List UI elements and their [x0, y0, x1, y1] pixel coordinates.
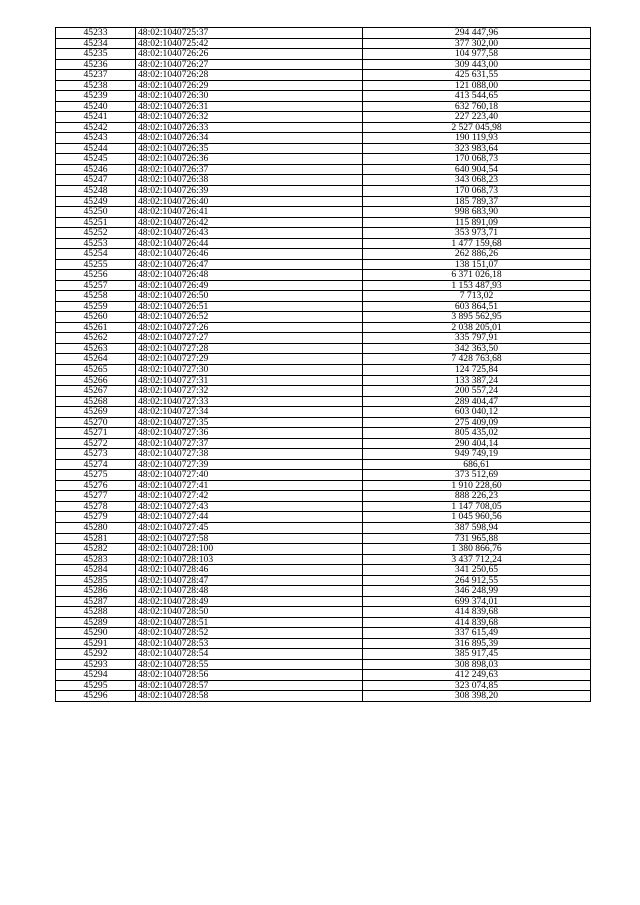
row-number-cell: 45295 [56, 680, 136, 691]
cadastral-number-cell: 48:02:1040727:34 [136, 407, 363, 418]
value-cell: 699 374,01 [363, 596, 591, 607]
table-row [56, 49, 591, 60]
value-cell: 309 443,00 [363, 59, 591, 70]
row-number-cell: 45275 [56, 470, 136, 481]
cadastral-number-cell: 48:02:1040728:54 [136, 649, 363, 660]
table-row [56, 565, 591, 576]
table-row [56, 270, 591, 281]
value-cell: 308 898,03 [363, 659, 591, 670]
cadastral-number-cell: 48:02:1040728:58 [136, 691, 363, 702]
table-row [56, 217, 591, 228]
row-number-cell: 45265 [56, 365, 136, 376]
value-cell: 337 615,49 [363, 628, 591, 639]
cadastral-number-cell: 48:02:1040727:31 [136, 375, 363, 386]
row-number-cell: 45281 [56, 533, 136, 544]
row-number-cell: 45258 [56, 291, 136, 302]
value-cell: 414 839,68 [363, 607, 591, 618]
table-row [56, 680, 591, 691]
value-cell: 170 068,73 [363, 154, 591, 165]
value-cell: 3 437 712,24 [363, 554, 591, 565]
cadastral-number-cell: 48:02:1040725:37 [136, 28, 363, 39]
table-row [56, 91, 591, 102]
cadastral-number-cell: 48:02:1040728:55 [136, 659, 363, 670]
value-cell: 335 797,91 [363, 333, 591, 344]
row-number-cell: 45267 [56, 386, 136, 397]
table-row [56, 196, 591, 207]
value-cell: 413 544,65 [363, 91, 591, 102]
cadastral-value-table [55, 27, 591, 702]
cadastral-number-cell: 48:02:1040728:51 [136, 617, 363, 628]
value-cell: 262 886,26 [363, 249, 591, 260]
cadastral-number-cell: 48:02:1040727:28 [136, 343, 363, 354]
value-cell: 323 983,64 [363, 143, 591, 154]
cadastral-number-cell: 48:02:1040727:45 [136, 522, 363, 533]
row-number-cell: 45292 [56, 649, 136, 660]
row-number-cell: 45271 [56, 428, 136, 439]
table-row [56, 554, 591, 565]
table-row [56, 164, 591, 175]
table-row [56, 333, 591, 344]
value-cell: 1 380 866,76 [363, 544, 591, 555]
value-cell: 275 409,09 [363, 417, 591, 428]
cadastral-number-cell: 48:02:1040726:49 [136, 280, 363, 291]
table-row [56, 512, 591, 523]
row-number-cell: 45285 [56, 575, 136, 586]
table-row [56, 291, 591, 302]
value-cell: 104 977,58 [363, 49, 591, 60]
table-row [56, 575, 591, 586]
value-cell: 341 250,65 [363, 565, 591, 576]
row-number-cell: 45244 [56, 143, 136, 154]
cadastral-number-cell: 48:02:1040726:36 [136, 154, 363, 165]
table-row [56, 407, 591, 418]
cadastral-number-cell: 48:02:1040727:32 [136, 386, 363, 397]
cadastral-number-cell: 48:02:1040726:32 [136, 112, 363, 123]
value-cell: 121 088,00 [363, 80, 591, 91]
table-row [56, 491, 591, 502]
row-number-cell: 45264 [56, 354, 136, 365]
cadastral-number-cell: 48:02:1040727:41 [136, 480, 363, 491]
cadastral-number-cell: 48:02:1040726:26 [136, 49, 363, 60]
table-row [56, 343, 591, 354]
value-cell: 346 248,99 [363, 586, 591, 597]
table-row [56, 417, 591, 428]
table-row [56, 544, 591, 555]
row-number-cell: 45277 [56, 491, 136, 502]
value-cell: 323 074,85 [363, 680, 591, 691]
value-cell: 888 226,23 [363, 491, 591, 502]
row-number-cell: 45245 [56, 154, 136, 165]
value-cell: 115 891,09 [363, 217, 591, 228]
cadastral-number-cell: 48:02:1040726:52 [136, 312, 363, 323]
row-number-cell: 45287 [56, 596, 136, 607]
row-number-cell: 45279 [56, 512, 136, 523]
table-row [56, 249, 591, 260]
value-cell: 170 068,73 [363, 185, 591, 196]
cadastral-number-cell: 48:02:1040725:42 [136, 38, 363, 49]
cadastral-number-cell: 48:02:1040726:48 [136, 270, 363, 281]
cadastral-number-cell: 48:02:1040728:57 [136, 680, 363, 691]
table-row [56, 365, 591, 376]
row-number-cell: 45286 [56, 586, 136, 597]
value-cell: 138 151,07 [363, 259, 591, 270]
row-number-cell: 45234 [56, 38, 136, 49]
table-row [56, 533, 591, 544]
value-cell: 308 398,20 [363, 691, 591, 702]
table-row [56, 586, 591, 597]
cadastral-number-cell: 48:02:1040726:50 [136, 291, 363, 302]
cadastral-number-cell: 48:02:1040726:44 [136, 238, 363, 249]
value-cell: 1 910 228,60 [363, 480, 591, 491]
row-number-cell: 45278 [56, 501, 136, 512]
value-cell: 185 789,37 [363, 196, 591, 207]
row-number-cell: 45256 [56, 270, 136, 281]
table-row [56, 122, 591, 133]
cadastral-number-cell: 48:02:1040727:40 [136, 470, 363, 481]
value-cell: 373 512,69 [363, 470, 591, 481]
cadastral-number-cell: 48:02:1040727:27 [136, 333, 363, 344]
row-number-cell: 45260 [56, 312, 136, 323]
cadastral-number-cell: 48:02:1040728:100 [136, 544, 363, 555]
cadastral-number-cell: 48:02:1040726:34 [136, 133, 363, 144]
table-row [56, 228, 591, 239]
cadastral-number-cell: 48:02:1040727:38 [136, 449, 363, 460]
row-number-cell: 45272 [56, 438, 136, 449]
value-cell: 133 387,24 [363, 375, 591, 386]
table-row [56, 59, 591, 70]
table-row [56, 70, 591, 81]
table-row [56, 480, 591, 491]
value-cell: 294 447,96 [363, 28, 591, 39]
row-number-cell: 45276 [56, 480, 136, 491]
cadastral-number-cell: 48:02:1040726:30 [136, 91, 363, 102]
value-cell: 290 404,14 [363, 438, 591, 449]
row-number-cell: 45246 [56, 164, 136, 175]
row-number-cell: 45270 [56, 417, 136, 428]
value-cell: 385 917,45 [363, 649, 591, 660]
value-cell: 190 119,93 [363, 133, 591, 144]
cadastral-number-cell: 48:02:1040726:33 [136, 122, 363, 133]
value-cell: 603 864,51 [363, 301, 591, 312]
cadastral-number-cell: 48:02:1040726:51 [136, 301, 363, 312]
value-cell: 2 038 205,01 [363, 322, 591, 333]
value-cell: 412 249,63 [363, 670, 591, 681]
value-cell: 264 912,55 [363, 575, 591, 586]
row-number-cell: 45282 [56, 544, 136, 555]
value-cell: 2 527 045,98 [363, 122, 591, 133]
row-number-cell: 45252 [56, 228, 136, 239]
row-number-cell: 45296 [56, 691, 136, 702]
value-cell: 6 371 026,18 [363, 270, 591, 281]
cadastral-number-cell: 48:02:1040727:35 [136, 417, 363, 428]
value-cell: 603 040,12 [363, 407, 591, 418]
row-number-cell: 45269 [56, 407, 136, 418]
value-cell: 227 223,40 [363, 112, 591, 123]
table-row [56, 691, 591, 702]
table-row [56, 649, 591, 660]
table-row [56, 596, 591, 607]
value-cell: 343 068,23 [363, 175, 591, 186]
row-number-cell: 45249 [56, 196, 136, 207]
cadastral-number-cell: 48:02:1040728:47 [136, 575, 363, 586]
cadastral-number-cell: 48:02:1040726:39 [136, 185, 363, 196]
row-number-cell: 45293 [56, 659, 136, 670]
cadastral-number-cell: 48:02:1040728:56 [136, 670, 363, 681]
row-number-cell: 45290 [56, 628, 136, 639]
cadastral-number-cell: 48:02:1040727:44 [136, 512, 363, 523]
cadastral-number-cell: 48:02:1040728:48 [136, 586, 363, 597]
table-row [56, 501, 591, 512]
table-row [56, 185, 591, 196]
table-row [56, 101, 591, 112]
value-cell: 686,61 [363, 459, 591, 470]
table-row [56, 28, 591, 39]
row-number-cell: 45250 [56, 207, 136, 218]
cadastral-number-cell: 48:02:1040726:40 [136, 196, 363, 207]
table-row [56, 470, 591, 481]
value-cell: 377 302,00 [363, 38, 591, 49]
table-row [56, 638, 591, 649]
table-row [56, 617, 591, 628]
value-cell: 7 713,02 [363, 291, 591, 302]
cadastral-number-cell: 48:02:1040726:41 [136, 207, 363, 218]
value-cell: 3 895 562,95 [363, 312, 591, 323]
value-cell: 1 477 159,68 [363, 238, 591, 249]
cadastral-number-cell: 48:02:1040727:33 [136, 396, 363, 407]
cadastral-number-cell: 48:02:1040728:52 [136, 628, 363, 639]
cadastral-number-cell: 48:02:1040728:50 [136, 607, 363, 618]
cadastral-number-cell: 48:02:1040727:29 [136, 354, 363, 365]
row-number-cell: 45240 [56, 101, 136, 112]
table-row [56, 449, 591, 460]
value-cell: 387 598,94 [363, 522, 591, 533]
cadastral-number-cell: 48:02:1040727:26 [136, 322, 363, 333]
row-number-cell: 45254 [56, 249, 136, 260]
value-cell: 425 631,55 [363, 70, 591, 81]
value-cell: 200 557,24 [363, 386, 591, 397]
value-cell: 414 839,68 [363, 617, 591, 628]
cadastral-number-cell: 48:02:1040726:38 [136, 175, 363, 186]
row-number-cell: 45266 [56, 375, 136, 386]
value-cell: 998 683,90 [363, 207, 591, 218]
table-row [56, 322, 591, 333]
row-number-cell: 45247 [56, 175, 136, 186]
table-row [56, 607, 591, 618]
value-cell: 124 725,84 [363, 365, 591, 376]
cadastral-number-cell: 48:02:1040728:53 [136, 638, 363, 649]
table-row [56, 80, 591, 91]
row-number-cell: 45259 [56, 301, 136, 312]
row-number-cell: 45243 [56, 133, 136, 144]
value-cell: 1 153 487,93 [363, 280, 591, 291]
table-row [56, 428, 591, 439]
row-number-cell: 45237 [56, 70, 136, 81]
table-row [56, 386, 591, 397]
table-row [56, 38, 591, 49]
table-row [56, 628, 591, 639]
value-cell: 1 045 960,56 [363, 512, 591, 523]
table-row [56, 438, 591, 449]
cadastral-number-cell: 48:02:1040726:35 [136, 143, 363, 154]
row-number-cell: 45261 [56, 322, 136, 333]
table-row [56, 522, 591, 533]
cadastral-number-cell: 48:02:1040726:42 [136, 217, 363, 228]
row-number-cell: 45294 [56, 670, 136, 681]
value-cell: 289 404,47 [363, 396, 591, 407]
row-number-cell: 45233 [56, 28, 136, 39]
cadastral-number-cell: 48:02:1040726:43 [136, 228, 363, 239]
table-row [56, 112, 591, 123]
table-row [56, 238, 591, 249]
row-number-cell: 45242 [56, 122, 136, 133]
cadastral-number-cell: 48:02:1040726:29 [136, 80, 363, 91]
cadastral-number-cell: 48:02:1040727:36 [136, 428, 363, 439]
cadastral-number-cell: 48:02:1040728:103 [136, 554, 363, 565]
cadastral-number-cell: 48:02:1040726:28 [136, 70, 363, 81]
row-number-cell: 45288 [56, 607, 136, 618]
row-number-cell: 45274 [56, 459, 136, 470]
table-row [56, 354, 591, 365]
row-number-cell: 45289 [56, 617, 136, 628]
row-number-cell: 45236 [56, 59, 136, 70]
value-cell: 949 749,19 [363, 449, 591, 460]
table-row [56, 301, 591, 312]
value-cell: 7 428 763,68 [363, 354, 591, 365]
row-number-cell: 45239 [56, 91, 136, 102]
row-number-cell: 45248 [56, 185, 136, 196]
row-number-cell: 45235 [56, 49, 136, 60]
value-cell: 731 965,88 [363, 533, 591, 544]
value-cell: 1 147 708,05 [363, 501, 591, 512]
cadastral-number-cell: 48:02:1040727:39 [136, 459, 363, 470]
value-cell: 316 895,39 [363, 638, 591, 649]
row-number-cell: 45262 [56, 333, 136, 344]
row-number-cell: 45273 [56, 449, 136, 460]
cadastral-number-cell: 48:02:1040727:30 [136, 365, 363, 376]
table-row [56, 175, 591, 186]
cadastral-number-cell: 48:02:1040728:46 [136, 565, 363, 576]
table-row [56, 396, 591, 407]
row-number-cell: 45291 [56, 638, 136, 649]
value-cell: 805 435,02 [363, 428, 591, 439]
cadastral-number-cell: 48:02:1040727:58 [136, 533, 363, 544]
row-number-cell: 45238 [56, 80, 136, 91]
table-row [56, 143, 591, 154]
value-cell: 640 904,54 [363, 164, 591, 175]
row-number-cell: 45268 [56, 396, 136, 407]
table-row [56, 670, 591, 681]
table-row [56, 154, 591, 165]
cadastral-number-cell: 48:02:1040728:49 [136, 596, 363, 607]
row-number-cell: 45280 [56, 522, 136, 533]
cadastral-number-cell: 48:02:1040726:37 [136, 164, 363, 175]
table-row [56, 459, 591, 470]
row-number-cell: 45251 [56, 217, 136, 228]
table-body [56, 28, 591, 702]
row-number-cell: 45257 [56, 280, 136, 291]
row-number-cell: 45241 [56, 112, 136, 123]
value-cell: 353 973,71 [363, 228, 591, 239]
cadastral-number-cell: 48:02:1040727:37 [136, 438, 363, 449]
table-row [56, 280, 591, 291]
cadastral-number-cell: 48:02:1040727:42 [136, 491, 363, 502]
table-row [56, 259, 591, 270]
row-number-cell: 45283 [56, 554, 136, 565]
row-number-cell: 45284 [56, 565, 136, 576]
value-cell: 342 363,50 [363, 343, 591, 354]
cadastral-number-cell: 48:02:1040726:31 [136, 101, 363, 112]
value-cell: 632 760,18 [363, 101, 591, 112]
table-row [56, 375, 591, 386]
cadastral-number-cell: 48:02:1040726:27 [136, 59, 363, 70]
cadastral-number-cell: 48:02:1040726:46 [136, 249, 363, 260]
cadastral-number-cell: 48:02:1040727:43 [136, 501, 363, 512]
row-number-cell: 45255 [56, 259, 136, 270]
cadastral-number-cell: 48:02:1040726:47 [136, 259, 363, 270]
row-number-cell: 45263 [56, 343, 136, 354]
table-row [56, 133, 591, 144]
table-row [56, 659, 591, 670]
table-row [56, 207, 591, 218]
row-number-cell: 45253 [56, 238, 136, 249]
table-row [56, 312, 591, 323]
